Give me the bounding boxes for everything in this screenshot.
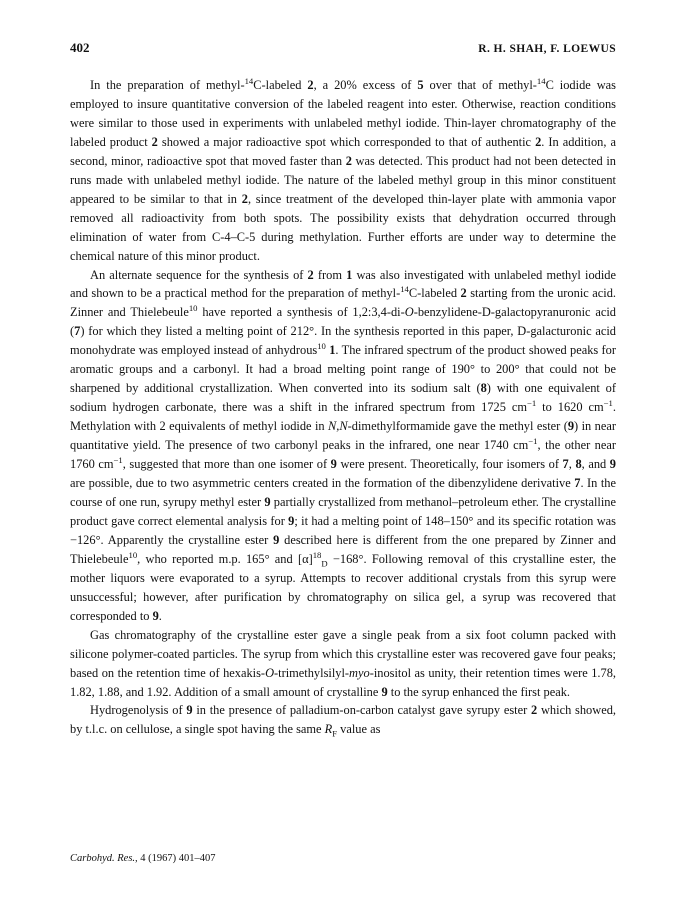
paragraph: Gas chromatography of the crystalline ester gave a single peak from a six foot column packed with silicone polymer-coated particles. The syrup from which this crystalline ester was recovered gave four peaks; based on the retention time of hexakis-O-trimethylsilyl-myo-inositol as unity, their retention times were 1.78, 1.82, 1.88, and 1.92. Addition of a small amount of crystalline 9 to the syrup enhanced the first peak. (70, 627, 616, 699)
page (70, 40, 616, 739)
paragraph: An alternate sequence for the synthesis of 2 from 1 was also investigated with unlabeled methyl iodide and shown to be a practical method for the preparation of methyl-$^{14}$C-labeled 2 starting from the uronic acid. Zinner and Thielebeule$^{10}$ have reported a synthesis of 1,2:3,4-di-O-benzylidene-D-galactopyranuronic acid (7) for which they listed a melting point of 212°. In the synthesis reported in this paper, D-galacturonic acid monohydrate was employed instead of anhydrous$^{10}$ 1. The infrared spectrum of the product showed peaks for aromatic groups and a carbonyl. It had a broad melting point range of 190° to 200° that could not be sharpened by additional crystallization. When converted into its sodium salt (8) with one equivalent of sodium hydrogen carbonate, there was a shift in the infrared spectrum from 1725 $cm^{-1}$ to 1620 $cm^{-1}$. Methylation with 2 equivalents of methyl iodide in N,N-dimethylformamide gave the methyl ester (9) in near quantitative yield. The presence of two carbonyl peaks in the infrared, one near 1740 $cm^{-1}$, the other near 1760 $cm^{-1}$, suggested that more than one isomer of 9 were present. Theoretically, four isomers of 7, 8, and 9 are possible, due to two asymmetric centers created in the formation of the dibenzylidene derivative 7. In the course of one run, syrupy methyl ester 9 partially crystallized from methanol–petroleum ether. The crystalline product gave correct elemental analysis for 9; it had a melting point of 148–150° and its specific rotation was −126°. Apparently the crystalline ester 9 described here is different from the one prepared by Zinner and Thielebeule$^{10}$, who reported m.p. 165° and $[\alpha]^{18}_D -168^\circ$. Following removal of this crystalline ester, the mother liquors were evaporated to a syrup. Attempts to recover additional crystals from this syrup were unsuccessful; however, after purification by chromatography on silica gel, a syrup was recovered that corresponded to 9. (70, 267, 617, 623)
page-number: 402 (70, 40, 90, 55)
body-text (70, 76, 616, 739)
paragraph: Hydrogenolysis of 9 in the presence of palladium-on-carbon catalyst gave syrupy ester 2 which showed, by t.l.c. on cellulose, a single spot having the same $R_F$ value as (70, 703, 616, 739)
journal-name: Carbohyd. Res., (70, 853, 138, 864)
running-header-authors: R. H. SHAH, F. LOEWUS (478, 43, 616, 55)
running-header (70, 40, 616, 58)
journal-footer (70, 853, 216, 864)
paragraph: In the preparation of methyl-$^{14}$C-labeled 2, a 20% excess of 5 over that of methyl-$^{14}$C iodide was employed to insure quantitative conversion of the labeled reagent into ester. Otherwise, reaction conditions were similar to those used in experiments with unlabeled methyl iodide. Thin-layer chromatography of the labeled product 2 showed a major radioactive spot which corresponded to that of authentic 2. In addition, a second, minor, radioactive spot that moved faster than 2 was detected. This product had not been detected in runs made with unlabeled methyl iodide. The nature of the labeled methyl group in this minor constituent appeared to be similar to that in 2, since treatment of the developed thin-layer plate with ammonia vapor removed all radioactivity from both spots. The possibility exists that dehydration occurred through elimination of water from C-4–C-5 during methylation. Further efforts are under way to determine the chemical nature of this minor product. (70, 75, 616, 263)
journal-citation: 4 (1967) 401–407 (140, 853, 216, 864)
